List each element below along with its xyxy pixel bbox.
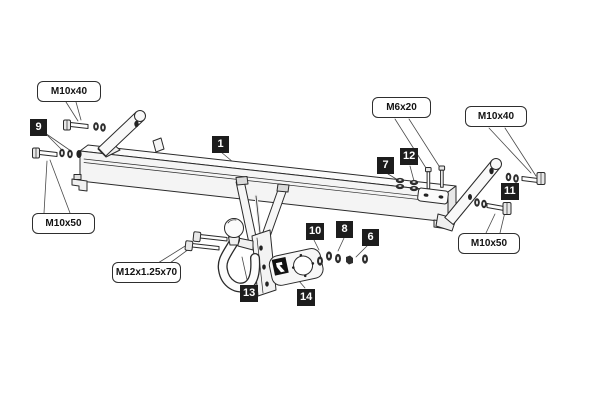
part-label-14: 14 <box>297 289 315 306</box>
socket-plate <box>268 247 325 287</box>
part-label-8: 8 <box>336 221 353 238</box>
part-label-6: 6 <box>362 229 379 246</box>
spec-callout-m10x40-topright: M10x40 <box>465 106 527 127</box>
spec-callout-m10x50-right: M10x50 <box>458 233 520 254</box>
part-label-9: 9 <box>30 119 47 136</box>
spec-callout-m12x1-25x70: M12x1.25x70 <box>112 262 181 283</box>
part-label-12: 12 <box>400 148 418 165</box>
part-label-1: 1 <box>212 136 229 153</box>
part-label-7: 7 <box>377 157 394 174</box>
part-label-10: 10 <box>306 223 324 240</box>
spec-callout-m6x20: M6x20 <box>372 97 431 118</box>
spec-callout-m10x50-left: M10x50 <box>32 213 95 234</box>
socket-washers-and-nut <box>317 251 368 265</box>
bolt-m10x50-right <box>474 198 511 214</box>
spec-callout-m10x40-topleft: M10x40 <box>37 81 101 102</box>
bolt-m10x40-left <box>64 120 106 132</box>
bolts-m12-pair <box>185 232 227 251</box>
bolt-m10x50-left <box>33 148 73 158</box>
part-label-11: 11 <box>501 183 519 200</box>
part-label-13: 13 <box>240 285 258 302</box>
